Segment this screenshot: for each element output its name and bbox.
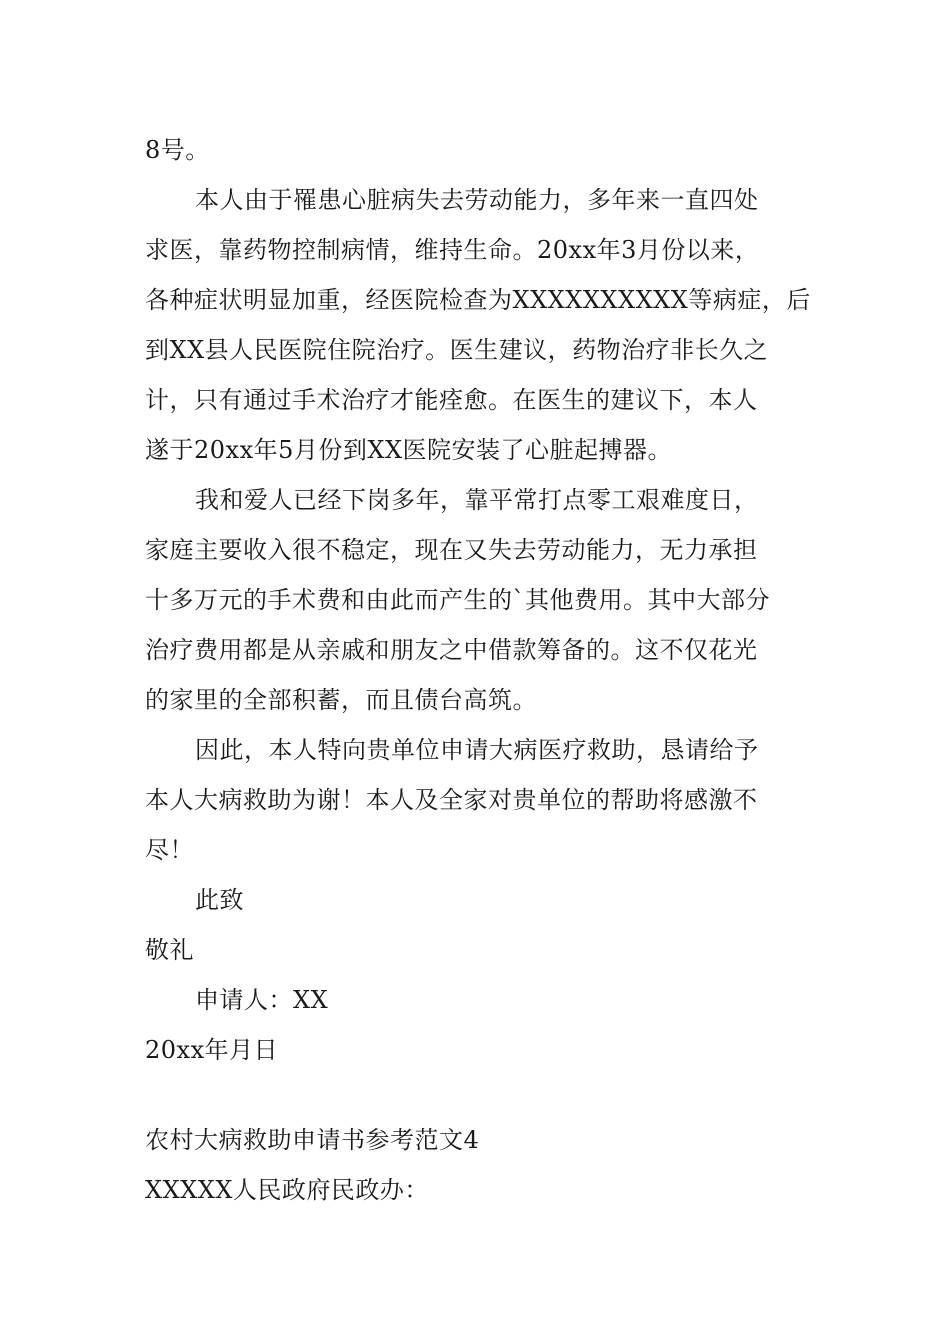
text-line: 家庭主要收入很不稳定，现在又失去劳动能力，无力承担 xyxy=(145,536,758,564)
text-line: 计，只有通过手术治疗才能痊愈。在医生的建议下，本人 xyxy=(145,386,758,414)
addressee-line: XXXXX人民政府民政办： xyxy=(145,1176,429,1204)
applicant-signature: 申请人：XX xyxy=(195,986,329,1014)
date-line: 20xx年月日 xyxy=(145,1036,279,1064)
text-line: 尽！ xyxy=(145,836,194,864)
section-title: 农村大病救助申请书参考范文4 xyxy=(145,1126,480,1154)
paragraph-start-line: 我和爱人已经下岗多年，靠平常打点零工艰难度日， xyxy=(195,486,759,514)
paragraph-start-line: 因此，本人特向贵单位申请大病医疗救助，恳请给予 xyxy=(195,736,759,764)
text-line: 8号。 xyxy=(145,136,210,164)
closing-salutation: 此致 xyxy=(195,886,244,914)
text-line: 的家里的全部积蓄，而且债台高筑。 xyxy=(145,686,537,714)
text-line: 各种症状明显加重，经医院检查为XXXXXXXXXX等病症，后 xyxy=(145,286,811,314)
text-line: 十多万元的手术费和由此而产生的`其他费用。其中大部分 xyxy=(145,586,770,614)
text-line: 遂于20xx年5月份到XX医院安装了心脏起搏器。 xyxy=(145,436,673,464)
text-line: 本人大病救助为谢！本人及全家对贵单位的帮助将感激不 xyxy=(145,786,758,814)
text-line: 到XX县人民医院住院治疗。医生建议，药物治疗非长久之 xyxy=(145,336,769,364)
closing-respect: 敬礼 xyxy=(145,936,194,964)
text-line: 治疗费用都是从亲戚和朋友之中借款筹备的。这不仅花光 xyxy=(145,636,758,664)
text-line: 求医，靠药物控制病情，维持生命。20xx年3月份以来， xyxy=(145,236,760,264)
paragraph-start-line: 本人由于罹患心脏病失去劳动能力，多年来一直四处 xyxy=(195,186,759,214)
